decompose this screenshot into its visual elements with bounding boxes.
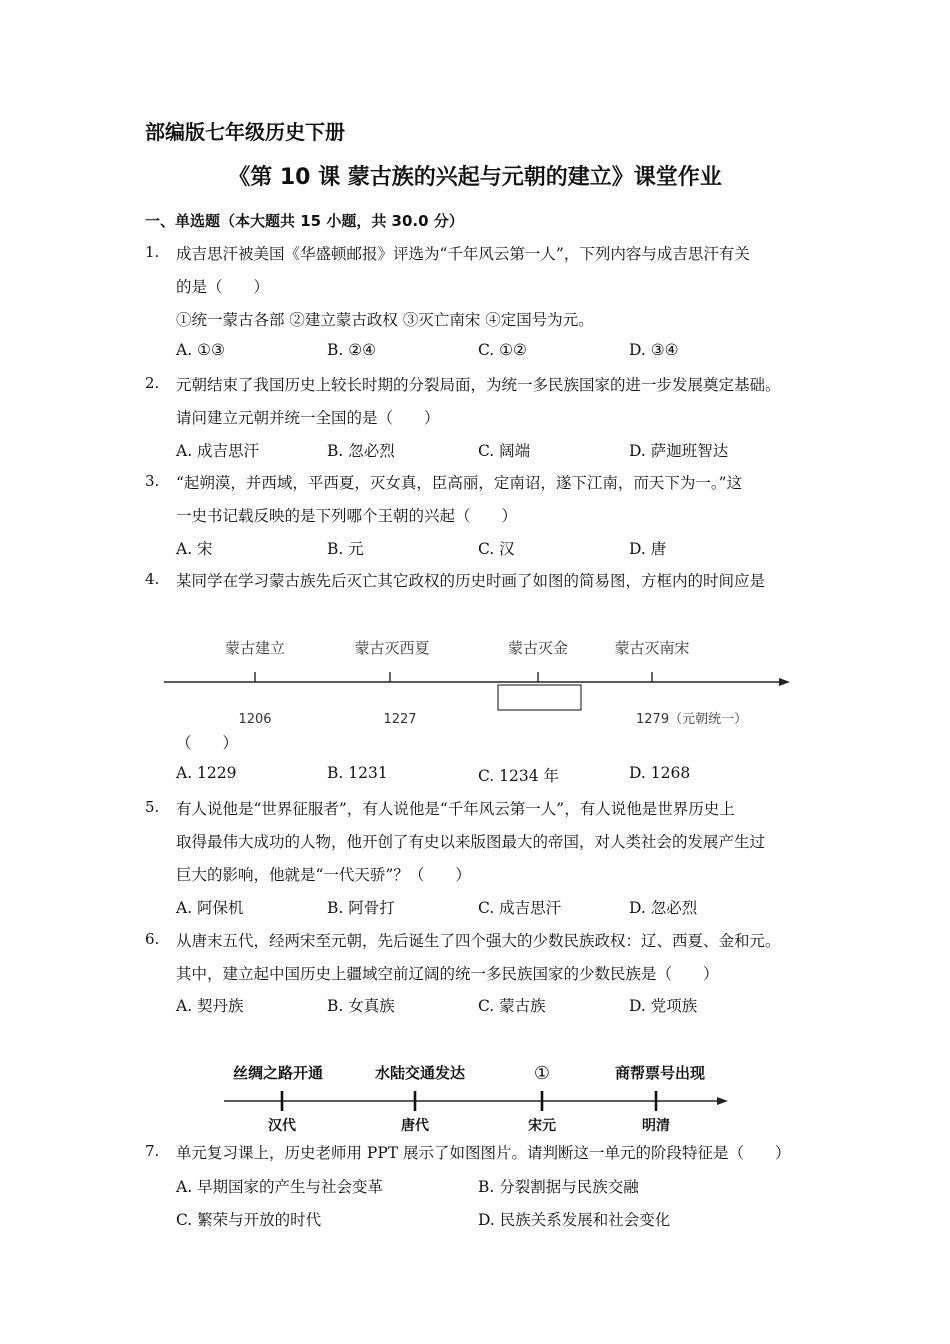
question-number: 2. [145, 374, 160, 392]
timeline-era: 唐代 [401, 1118, 429, 1134]
option-c[interactable]: C. 1234 年 [478, 767, 560, 785]
option-d[interactable]: D. 党项族 [629, 997, 698, 1015]
option-d[interactable]: D. 1268 [629, 764, 691, 782]
question-text: 一史书记载反映的是下列哪个王朝的兴起（ ） [176, 507, 518, 525]
question-text: 元朝结束了我国历史上较长时期的分裂局面，为统一多民族国家的进一步发展奠定基础。 [176, 376, 781, 394]
timeline-event: 水陆交通发达 [374, 1064, 466, 1082]
option-b[interactable]: B. 阿骨打 [327, 899, 395, 917]
question-number: 5. [145, 798, 160, 816]
timeline-era: 明清 [642, 1118, 670, 1134]
economy-timeline [220, 1055, 740, 1135]
option-b[interactable]: B. 元 [327, 540, 364, 558]
timeline-event: 蒙古建立 [224, 639, 286, 657]
option-d[interactable]: D. ③④ [629, 341, 679, 359]
mongol-conquest-timeline [160, 625, 800, 735]
option-a[interactable]: A. 阿保机 [176, 899, 244, 917]
timeline-era: 宋元 [528, 1118, 556, 1134]
timeline-year: 1279（元朝统一） [636, 712, 748, 727]
question-text: 有人说他是“世界征服者”，有人说他是“千年风云第一人”，有人说他是世界历史上 [176, 800, 735, 818]
option-a[interactable]: A. 宋 [176, 540, 213, 558]
timeline-event: 蒙古灭西夏 [354, 639, 430, 657]
question-text: ①统一蒙古各部 ②建立蒙古政权 ③灭亡南宋 ④定国号为元。 [176, 311, 594, 329]
option-c[interactable]: C. 阔端 [478, 442, 531, 460]
timeline-era: 汉代 [268, 1118, 296, 1134]
timeline-event: 商帮票号出现 [614, 1064, 706, 1082]
question-text: 单元复习课上，历史老师用 PPT 展示了如图图片。请判断这一单元的阶段特征是（ ） [176, 1144, 791, 1162]
timeline-event: 蒙古灭金 [507, 639, 569, 657]
question-text: 请问建立元朝并统一全国的是（ ） [176, 409, 440, 427]
option-d[interactable]: D. 萨迦班智达 [629, 442, 729, 460]
option-b[interactable]: B. ②④ [327, 341, 377, 359]
question-text: （ ） [176, 734, 239, 752]
question-text: 取得最伟大成功的人物，他开创了有史以来版图最大的帝国，对人类社会的发展产生过 [176, 833, 766, 851]
timeline-year: 1227 [383, 712, 417, 727]
option-a[interactable]: A. 契丹族 [176, 997, 244, 1015]
option-d[interactable]: D. 民族关系发展和社会变化 [478, 1211, 671, 1229]
section-title: 一、单选题（本大题共 15 小题，共 30.0 分） [145, 212, 464, 230]
question-text: 某同学在学习蒙古族先后灭亡其它政权的历史时画了如图的简易图，方框内的时间应是 [176, 572, 766, 590]
option-a[interactable]: A. 早期国家的产生与社会变革 [176, 1178, 384, 1196]
option-c[interactable]: C. 成吉思汗 [478, 899, 562, 917]
question-text: 从唐末五代，经两宋至元朝，先后诞生了四个强大的少数民族政权：辽、西夏、金和元。 [176, 932, 781, 950]
question-text: “起朔漠，并西域，平西夏，灭女真，臣高丽，定南诏，遂下江南，而天下为一。”这 [176, 474, 743, 492]
timeline-event: 蒙古灭南宋 [614, 639, 690, 657]
option-b[interactable]: B. 忽必烈 [327, 442, 395, 460]
question-number: 4. [145, 570, 160, 588]
option-c[interactable]: C. ①② [478, 341, 527, 359]
answer-blank-box [498, 685, 581, 710]
arrow-head-icon [717, 1097, 728, 1105]
timeline-event: ① [533, 1063, 551, 1084]
question-text: 成吉思汗被美国《华盛顿邮报》评选为“千年风云第一人”，下列内容与成吉思汗有关 [176, 245, 750, 263]
option-a[interactable]: A. ①③ [176, 341, 225, 359]
option-c[interactable]: C. 汉 [478, 540, 515, 558]
option-b[interactable]: B. 1231 [327, 764, 388, 782]
book-title: 部编版七年级历史下册 [145, 120, 345, 144]
timeline-year: 1206 [238, 712, 272, 727]
question-number: 1. [145, 243, 160, 261]
option-b[interactable]: B. 女真族 [327, 997, 395, 1015]
lesson-title: 《第 10 课 蒙古族的兴起与元朝的建立》课堂作业 [228, 165, 722, 190]
question-text: 巨大的影响，他就是“一代天骄”？（ ） [176, 866, 471, 884]
option-d[interactable]: D. 忽必烈 [629, 899, 698, 917]
option-c[interactable]: C. 蒙古族 [478, 997, 546, 1015]
option-a[interactable]: A. 成吉思汗 [176, 442, 260, 460]
question-text: 其中，建立起中国历史上疆域空前辽阔的统一多民族国家的少数民族是（ ） [176, 965, 719, 983]
option-c[interactable]: C. 繁荣与开放的时代 [176, 1211, 322, 1229]
question-number: 7. [145, 1142, 160, 1160]
question-number: 3. [145, 472, 160, 490]
option-d[interactable]: D. 唐 [629, 540, 667, 558]
question-number: 6. [145, 930, 160, 948]
timeline-event: 丝绸之路开通 [232, 1064, 324, 1082]
arrow-head-icon [779, 678, 790, 686]
option-a[interactable]: A. 1229 [176, 764, 237, 782]
question-text: 的是（ ） [176, 278, 270, 296]
option-b[interactable]: B. 分裂割据与民族交融 [478, 1178, 639, 1196]
